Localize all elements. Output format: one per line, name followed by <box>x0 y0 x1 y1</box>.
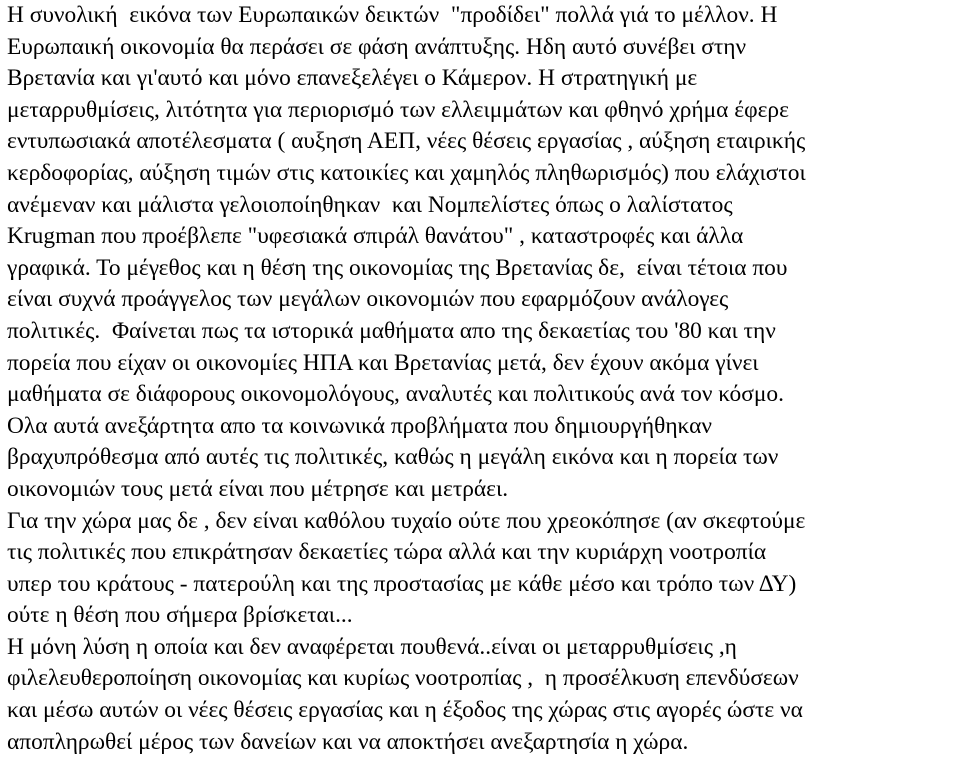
text-line-15: βραχυπρόθεσμα από αυτές τις πολιτικές, καθώς η μεγάλη εικόνα και η πορεία των <box>7 444 779 471</box>
text-line-24: αποπληρωθεί μέρος των δανείων και να αποκτήσει ανεξαρτησία η χώρα. <box>7 728 689 755</box>
text-line-8: Krugman που προέβλεπε "υφεσιακά σπιράλ θανάτου" , καταστροφές και άλλα <box>7 223 744 250</box>
text-line-16: οικονομιών τους μετά είναι που μέτρησε και μετράει. <box>7 475 509 502</box>
text-line-5: εντυπωσιακά αποτέλεσματα ( αυξηση ΑΕΠ, νέες θέσεις εργασίας , αύξηση εταιρικής <box>7 128 806 155</box>
text-line-19: υπερ του κράτους - πατερούλη και της προστασίας με κάθε μέσο και τρόπο των ΔΥ) <box>7 570 797 597</box>
text-line-20: ούτε η θέση που σήμερα βρίσκεται... <box>7 602 353 629</box>
text-line-6: κερδοφορίας, αύξηση τιμών στις κατοικίες και χαμηλός πληθωρισμός) που ελάχιστοι <box>7 159 806 186</box>
text-line-1: Η συνολική εικόνα των Ευρωπαικών δεικτών "προδίδει" πολλά γιά το μέλλον. Η <box>7 2 778 28</box>
text-line-17: Για την χώρα μας δε , δεν είναι καθόλου τυχαίο ούτε που χρεοκόπησε (αν σκεφτούμε <box>7 507 806 534</box>
text-line-11: πολιτικές. Φαίνεται πως τα ιστορικά μαθήματα απο της δεκαετίας του '80 και την <box>7 317 776 344</box>
text-line-10: είναι συχνά πρoάγγελος των μεγάλων οικονομιών που εφαρμόζουν ανάλογες <box>7 286 729 313</box>
text-line-13: μαθήματα σε διάφορους οικονομολόγους, αναλυτές και πολιτικούς ανά τον κόσμο. <box>7 381 784 408</box>
text-line-12: πορεία που είχαν οι οικονομίες ΗΠΑ και Βρετανίας μετά, δεν έχουν ακόμα γίνει <box>7 349 759 376</box>
text-line-3: Βρετανία και γι'αυτό και μόνο επανεξελέγει ο Κάμερον. Η στρατηγική με <box>7 65 698 92</box>
text-line-7: ανέμεναν και μάλιστα γελοιοποίηθηκαν και Νομπελίστες όπως ο λαλίστατος <box>7 191 733 218</box>
text-line-14: Ολα αυτά ανεξάρτητα απο τα κοινωνικά προβλήματα που δημιουργήθηκαν <box>7 412 712 439</box>
text-line-2: Ευρωπαική οικονομία θα περάσει σε φάση ανάπτυξης. Ηδη αυτό συνέβει στην <box>7 33 747 60</box>
text-line-23: και μέσω αυτών οι νέες θέσεις εργασίας και η έξοδος της χώρας στις αγορές ώστε να <box>7 697 803 724</box>
text-line-4: μεταρρυθμίσεις, λιτότητα για περιορισμό των ελλειμμάτων και φθηνό χρήμα έφερε <box>7 96 789 123</box>
text-line-22: φιλελευθεροποίηση οικονομίας και κυρίως νοοτροπίας , η προσέλκυση επενδύσεων <box>7 665 799 692</box>
text-line-18: τις πολιτικές που επικράτησαν δεκαετίες τώρα αλλά και την κυριάρχη νοοτροπία <box>7 539 767 566</box>
text-line-21: Η μόνη λύση η οποία και δεν αναφέρεται πουθενά..είναι οι μεταρρυθμίσεις ,η <box>7 633 737 660</box>
text-line-9: γραφικά. Το μέγεθος και η θέση της οικονομίας της Βρετανίας δε, είναι τέτοια που <box>7 254 788 281</box>
